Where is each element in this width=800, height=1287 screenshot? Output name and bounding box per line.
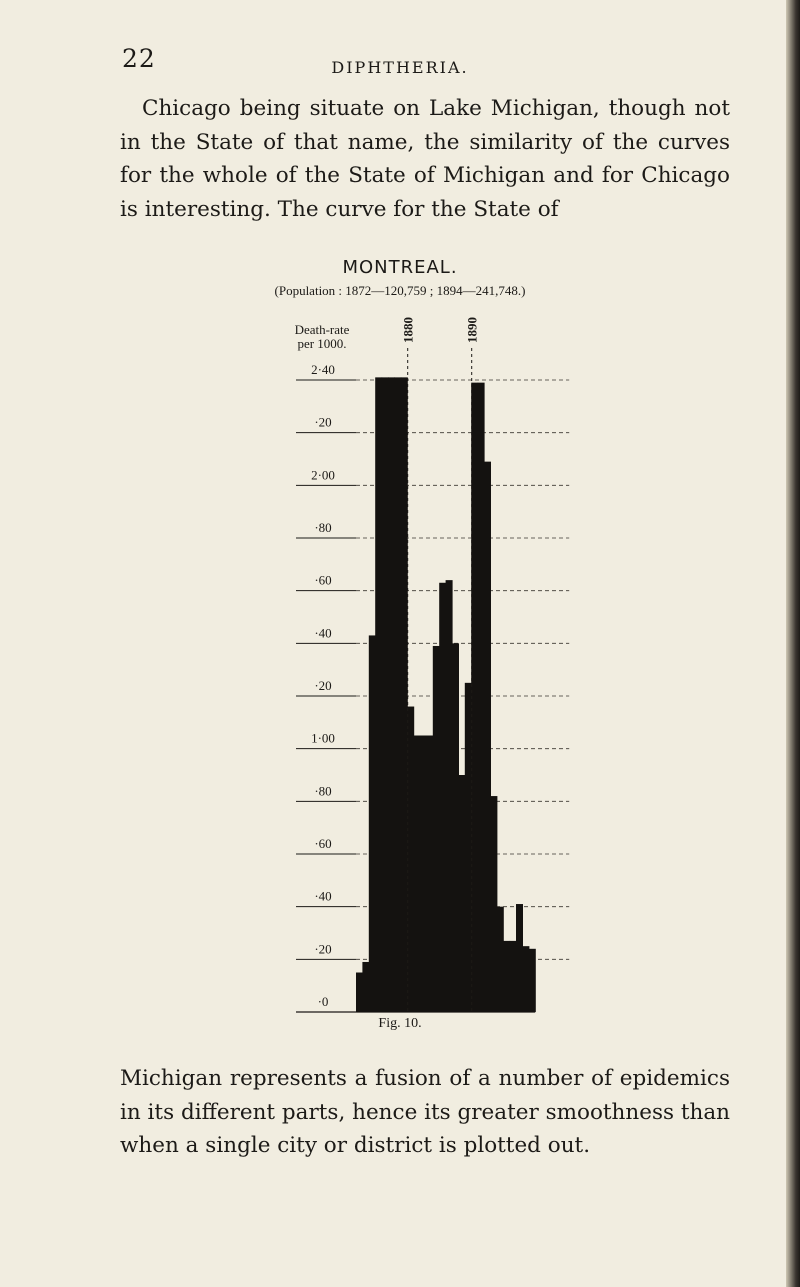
bar	[407, 707, 414, 1012]
bar	[388, 377, 395, 1012]
bar	[375, 377, 382, 1012]
bar	[516, 904, 523, 1012]
y-tick-label: 2·40	[311, 362, 335, 377]
figure-caption: Fig. 10.	[378, 1016, 422, 1031]
paragraph-1: Chicago being situate on Lake Michigan, though not in the State of that name, the similarity of the curves for the whole of the State of Michigan and for Chicago is interesting. The curve for the State of	[120, 96, 730, 222]
y-tick-label: ·40	[314, 625, 332, 641]
y-tick-label: ·80	[314, 520, 332, 535]
bar	[401, 377, 408, 1012]
y-tick-label: 1·00	[311, 730, 335, 746]
bar	[471, 383, 478, 1012]
paragraph-2: Michigan represents a fusion of a number of epidemics in its different parts, hence its greater smoothness than when a single city or district is plotted out.	[120, 1066, 730, 1158]
bar	[439, 583, 446, 1012]
y-tick-label: 2·00	[311, 467, 335, 483]
y-tick-label: ·20	[314, 414, 332, 430]
bar	[426, 736, 433, 1013]
bar	[522, 946, 529, 1012]
y-tick-label: ·80	[314, 783, 332, 799]
bar	[356, 973, 363, 1013]
bar	[490, 796, 497, 1012]
chart-title: MONTREAL.	[342, 257, 458, 278]
decade-marker-label: 1880	[400, 317, 416, 343]
bar	[420, 736, 427, 1013]
bar	[478, 383, 485, 1012]
y-tick-label: ·20	[314, 678, 332, 693]
bars-layer	[356, 377, 536, 1012]
bar	[382, 377, 389, 1012]
bar	[452, 643, 459, 1012]
running-head: DIPHTHERIA.	[331, 58, 469, 77]
y-tick-label: ·40	[314, 888, 332, 904]
y-tick-label: ·0	[317, 994, 329, 1009]
bar	[484, 462, 491, 1012]
y-tick-label: ·20	[314, 941, 332, 957]
decade-marker-label: 1890	[464, 317, 480, 343]
bar	[497, 907, 504, 1012]
bar	[433, 646, 440, 1012]
bar	[446, 580, 453, 1012]
bar	[458, 775, 465, 1012]
page-number: 22	[122, 44, 156, 73]
bar	[362, 962, 369, 1012]
bar	[510, 941, 517, 1012]
bar	[394, 377, 401, 1012]
bar	[465, 683, 472, 1012]
bar	[503, 941, 510, 1012]
bar	[369, 635, 376, 1012]
y-axis-label: Death-rate per 1000.	[294, 322, 350, 351]
y-tick-label: ·60	[314, 572, 332, 588]
bar	[414, 736, 421, 1013]
bar	[529, 949, 536, 1012]
y-tick-label: ·60	[314, 836, 332, 851]
chart-subtitle: (Population : 1872—120,759 ; 1894—241,748.)	[274, 283, 526, 298]
